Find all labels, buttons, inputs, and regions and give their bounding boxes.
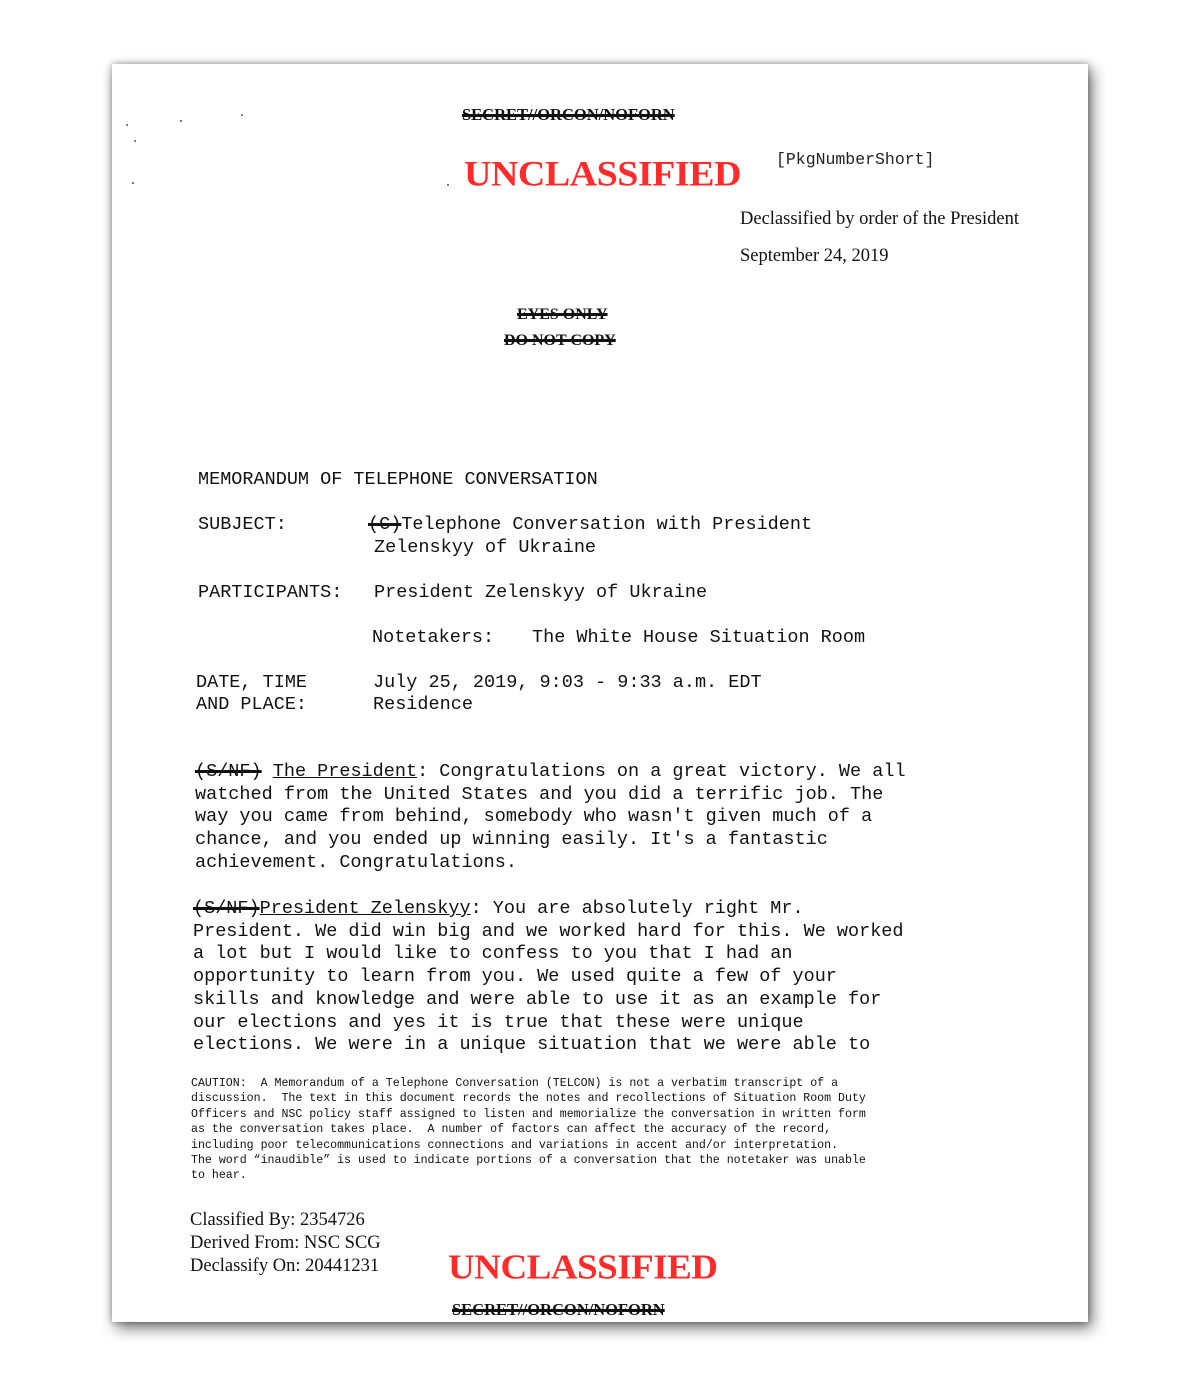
caution-line: including poor telecommunications connections and variations in accent and/or interpretation. [191,1138,839,1152]
subject-classification-marking: (C) [368,514,402,535]
date-label-2: AND PLACE: [196,694,308,715]
transcript-line: our elections and yes it is true that these were unique [193,1011,804,1033]
transcript-paragraph [193,898,904,1057]
transcript-line: watched from the United States and you did a terrific job. The [195,783,884,805]
subject-line-2: Zelenskyy of Ukraine [374,537,597,558]
scan-speck [126,124,128,126]
scan-speck [241,114,243,116]
derived-from: Derived From: NSC SCG [190,1233,381,1253]
declassified-by: Declassified by order of the President [740,209,1019,229]
date-value-1: July 25, 2019, 9:03 - 9:33 a.m. EDT [373,672,762,693]
notetakers-label: Notetakers: [372,627,495,648]
transcript-line: elections. We were in a unique situation that we were able to [193,1034,871,1056]
eyes-only-marking: EYES ONLY [517,306,608,323]
do-not-copy-marking: DO NOT COPY [504,332,616,349]
subject-value [368,514,812,535]
top-classification-marking: SECRET//ORCON/NOFORN [462,105,675,124]
speaker-name: The President [272,761,418,782]
speaker-name: President Zelenskyy [259,898,471,919]
paragraph-classification-marking: (S/NF) [195,761,262,782]
declassify-on: Declassify On: 20441231 [190,1256,380,1276]
participants-label: PARTICIPANTS: [198,582,343,603]
caution-line: Officers and NSC policy staff assigned to listen and memorialize the conversation in written form [191,1107,866,1121]
transcript-line: achievement. Congratulations. [195,851,517,873]
unclassified-stamp-bottom: UNCLASSIFIED [448,1248,718,1287]
subject-label: SUBJECT: [198,514,287,535]
scan-speck [447,184,449,186]
declassified-date: September 24, 2019 [740,246,889,266]
bottom-classification-marking: SECRET//ORCON/NOFORN [452,1300,665,1319]
caution-line: as the conversation takes place. A number of factors can affect the accuracy of the record, [191,1123,832,1137]
caution-notice [191,1076,866,1184]
caution-line: discussion. The text in this document records the notes and recollections of Situation Room Duty [191,1092,866,1106]
caution-line: to hear. [191,1169,247,1183]
transcript-paragraph [195,761,906,875]
date-value-2: Residence [373,694,473,715]
scan-speck [134,140,136,142]
transcript-line: skills and knowledge and were able to use it as an example for [193,988,882,1010]
subject-line-1: Telephone Conversation with President [401,514,813,535]
scan-speck [180,120,182,122]
unclassified-stamp-top: UNCLASSIFIED [464,154,741,194]
transcript-line: : Congratulations on a great victory. We all [417,761,906,782]
caution-line: The word “inaudible” is used to indicate portions of a conversation that the notetaker was unable [191,1154,866,1168]
transcript-line: a lot but I would like to confess to you that I had an [193,943,793,965]
package-number: [PkgNumberShort] [776,150,935,169]
date-label-1: DATE, TIME [196,672,308,693]
transcript-line: : You are absolutely right Mr. [470,898,804,919]
paragraph-classification-marking: (S/NF) [193,898,260,919]
memo-title: MEMORANDUM OF TELEPHONE CONVERSATION [198,469,598,490]
transcript-line: opportunity to learn from you. We used quite a few of your [193,966,837,988]
participants-value: President Zelenskyy of Ukraine [374,582,708,603]
transcript-line: chance, and you ended up winning easily. It's a fantastic [195,829,828,851]
notetakers-value: The White House Situation Room [532,627,866,648]
transcript-line: President. We did win big and we worked hard for this. We worked [193,920,904,942]
classified-by: Classified By: 2354726 [190,1210,365,1230]
document-page [112,64,1088,1322]
caution-line: CAUTION: A Memorandum of a Telephone Conversation (TELCON) is not a verbatim transcript of a [191,1077,839,1090]
transcript-line: way you came from behind, somebody who wasn't given much of a [195,806,873,828]
scan-speck [132,182,134,184]
